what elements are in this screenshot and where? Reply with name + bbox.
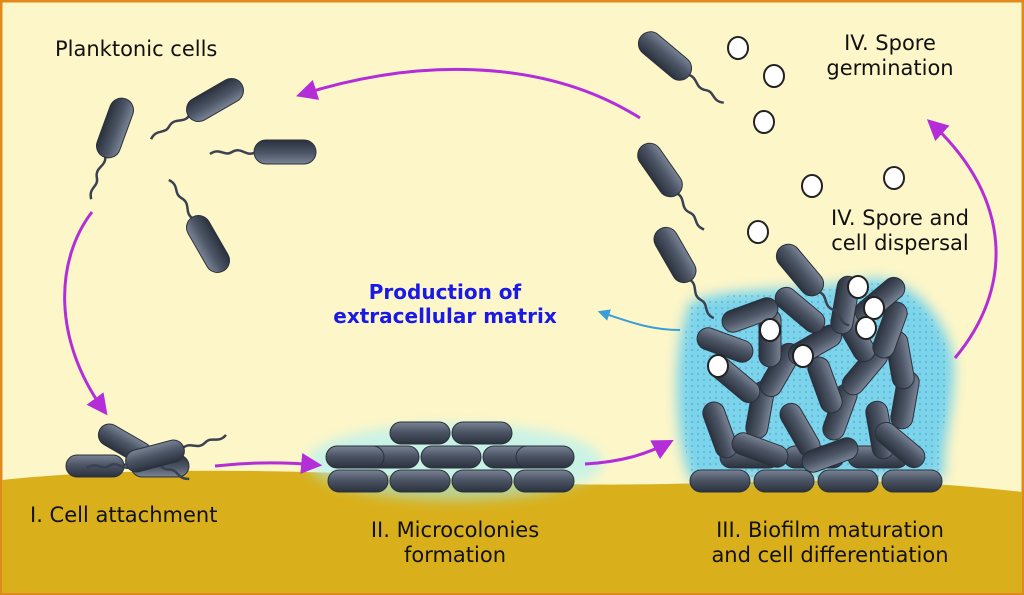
spore xyxy=(856,317,876,339)
label-biofilm-maturation-line1: III. Biofilm maturation xyxy=(716,518,944,542)
spore xyxy=(728,37,748,59)
label-cell-attachment: I. Cell attachment xyxy=(30,503,218,527)
label-microcolonies-line1: II. Microcolonies xyxy=(370,518,540,542)
spore xyxy=(760,319,780,341)
spore xyxy=(748,221,768,243)
bacterial-cell xyxy=(390,470,450,492)
label-spore-dispersal-line1: IV. Spore and xyxy=(831,206,969,230)
spore xyxy=(884,167,904,189)
spore xyxy=(848,276,868,298)
bacterial-cell xyxy=(326,446,384,468)
label-spore-dispersal xyxy=(800,206,1000,256)
bacterial-cell xyxy=(390,422,450,444)
bacterial-cell xyxy=(452,470,512,492)
label-spore-germination-line1: IV. Spore xyxy=(844,31,936,55)
spore xyxy=(754,111,774,133)
bacterial-cell xyxy=(328,470,388,492)
bacterial-cell xyxy=(452,422,512,444)
spore xyxy=(802,175,822,197)
label-extracellular-matrix-line2: extracellular matrix xyxy=(333,304,557,328)
spore xyxy=(864,297,884,319)
label-extracellular-matrix xyxy=(300,280,590,328)
bacterial-cell xyxy=(882,470,942,492)
label-spore-germination-line2: germination xyxy=(826,56,954,81)
bacterial-cell xyxy=(514,470,574,492)
bacterial-cell xyxy=(690,470,750,492)
bacterial-cell xyxy=(516,446,574,468)
bacterial-cell xyxy=(818,470,878,492)
spore xyxy=(793,345,813,367)
label-planktonic-cells: Planktonic cells xyxy=(55,37,218,61)
label-microcolonies-line2: formation xyxy=(403,543,507,568)
label-spore-dispersal-line2: cell dispersal xyxy=(831,231,969,256)
label-spore-germination xyxy=(790,31,990,81)
label-extracellular-matrix-line1: Production of xyxy=(368,280,522,304)
label-biofilm-maturation-line2: and cell differentiation xyxy=(711,543,949,568)
spore xyxy=(708,355,728,377)
label-biofilm-maturation xyxy=(675,518,985,568)
spore xyxy=(764,65,784,87)
bacterial-cell xyxy=(754,470,814,492)
label-microcolonies xyxy=(320,518,590,568)
bacterial-cell xyxy=(421,446,481,468)
